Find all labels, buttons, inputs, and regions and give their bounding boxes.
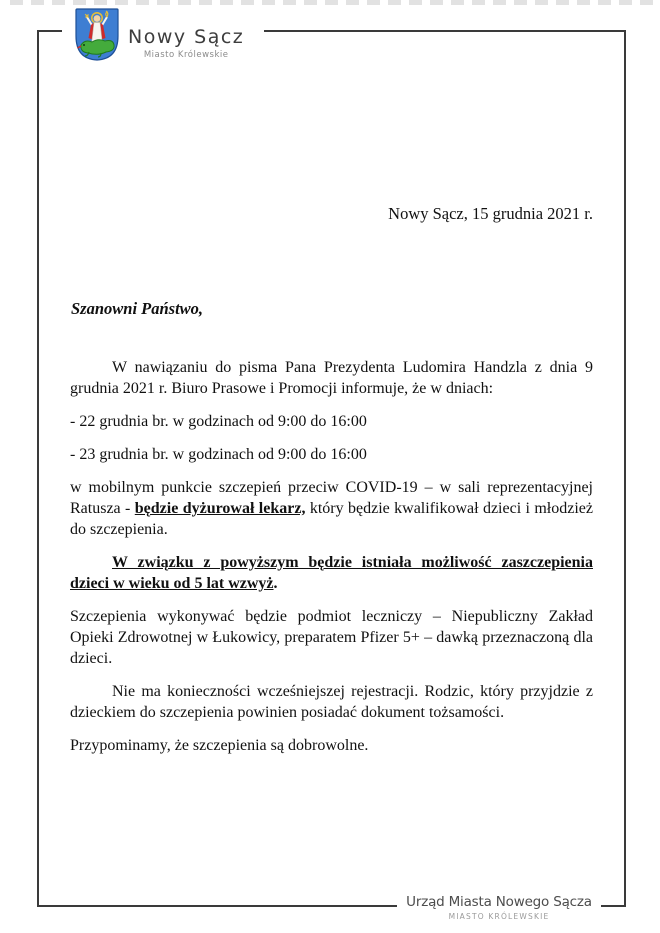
paragraph-provider: Szczepienia wykonywać będzie podmiot leczniczy – Niepubliczny Zakład Opieki Zdrowotnej w Łukowicy, preparatem Pfizer 5+ – dawką przeznaczoną dla dzieci. — [70, 608, 593, 667]
paragraph-intro: W nawiązaniu do pisma Pana Prezydenta Ludomira Handzla z dnia 9 grudnia 2021 r. Biuro Prasowe i Promocji informuje, że w dniach: — [70, 359, 593, 397]
city-header-logo — [62, 8, 264, 65]
city-logo-text — [128, 28, 244, 60]
letter-body — [70, 357, 593, 768]
paragraph-voluntary: Przypominamy, że szczepienia są dobrowolne. — [70, 737, 369, 754]
paragraph-announcement — [70, 552, 593, 594]
office-footer — [397, 894, 601, 925]
office-name: Urząd Miasta Nowego Sącza — [406, 894, 592, 910]
list-item-date-1: - 22 grudnia br. w godzinach od 9:00 do 16:00 — [70, 413, 367, 430]
city-name: Nowy Sącz — [128, 26, 245, 48]
dateline: Nowy Sącz, 15 grudnia 2021 r. — [388, 204, 593, 223]
paragraph-mobile-point-before: w mobilnym punkcie szczepień przeciw COVID-19 – w sali reprezentacyjnej Ratusza - — [70, 479, 593, 517]
paragraph-registration: Nie ma konieczności wcześniejszej rejestracji. Rodzic, który przyjdzie z dzieckiem do szczepienia powinien posiadać dokument tożsamości. — [70, 683, 593, 721]
paragraph-mobile-point-after: który będzie kwalifikował dzieci i młodzież do szczepienia. — [70, 500, 594, 538]
paragraph-announcement-after: . — [273, 575, 278, 592]
paragraph-mobile-point — [70, 477, 593, 540]
city-subtitle: Miasto Królewskie — [143, 50, 229, 60]
paragraph-announcement-emphasis: W związku z powyższym będzie istniała możliwość zaszczepienia dzieci w wieku od 5 lat wzwyż — [70, 554, 593, 592]
salutation: Szanowni Państwo, — [71, 299, 204, 318]
list-item-date-2: - 23 grudnia br. w godzinach od 9:00 do 16:00 — [70, 446, 367, 463]
office-subtitle: MIASTO KRÓLEWSKIE — [448, 911, 550, 921]
nowy-sacz-coat-of-arms-icon — [75, 8, 119, 61]
paragraph-mobile-point-emphasis: będzie dyżurował lekarz, — [134, 500, 306, 517]
scan-artifact-strip — [10, 0, 660, 5]
